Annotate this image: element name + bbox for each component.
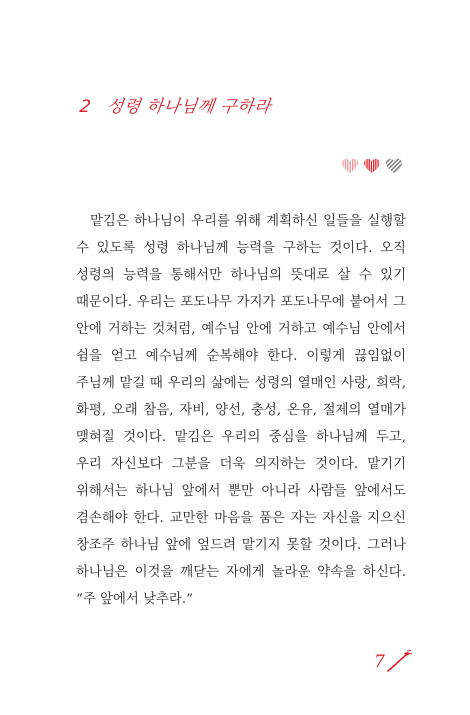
pen-flourish-icon	[386, 650, 414, 674]
chapter-heading	[78, 92, 273, 117]
striped-heart-icon	[342, 159, 358, 173]
page-number: 7	[374, 652, 385, 672]
red-heart-icon	[364, 159, 380, 173]
decorative-hearts	[340, 157, 406, 175]
gray-heart-icon	[386, 159, 402, 173]
heading-number: 2	[78, 97, 93, 117]
body-paragraph: 맡김은 하나님이 우리를 위해 계획하신 일들을 실행할 수 있도록 성령 하나님께 능력을 구하는 것이다. 오직 성령의 능력을 통해서만 하나님의 뜻대로 살 수 있기 때문이다. 우리는 포도나무 가지가 포도나무에 붙어서 그 안에 거하는 것처럼, 예수님 안에 거하고 예수님 안에서 쉼을 얻고 예수님께 순복해야 한다. 이렇게 끊임없이 주님께 맡길 때 우리의 삶에는 성령의 열매인 사랑, 희락, 화평, 오래 참음, 자비, 양선, 충성, 온유, 절제의 열매가 맺혀질 것이다. 맡김은 우리의 중심을 하나님께 두고, 우리 자신보다 그분을 더욱 의지하는 것이다. 맡기기 위해서는 하나님 앞에서 뿐만 아니라 사람들 앞에서도 겸손해야 한다. 교만한 마음을 품은 자는 자신을 지으신 창조주 하나님 앞에 엎드려 맡기지 못할 것이다. 그러나 하나님은 이것을 깨닫는 자에게 놀라운 약속을 하신다. “주 앞에서 낮추라.”	[76, 214, 406, 607]
heading-title: 성령 하나님께 구하라	[105, 97, 273, 117]
